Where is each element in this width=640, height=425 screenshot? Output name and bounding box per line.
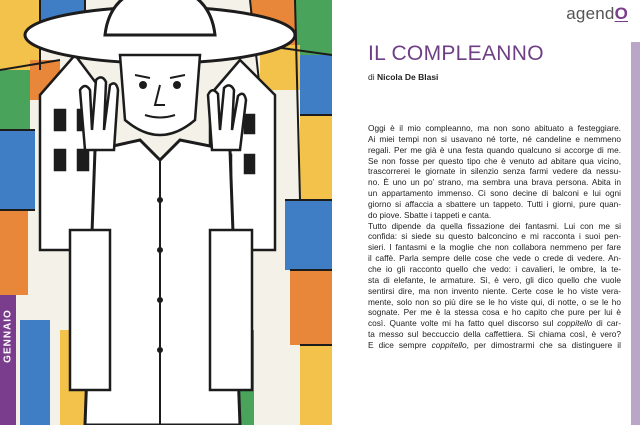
body-text-run: Se non fosse per questo tipo che è venuto ad abitare qua vicino, (368, 155, 621, 166)
body-text-run: sognate. Per me è la stessa cosa e ho capito che pure per lui è (368, 307, 621, 318)
magazine-logo (566, 4, 628, 24)
body-text-run: Oggi è il mio compleanno, ma non sono abituato a festeggiare. (368, 123, 621, 133)
article-title: IL COMPLEANNO (368, 42, 544, 65)
italic-term: coppitello (557, 318, 593, 329)
body-line (368, 210, 621, 221)
body-line (368, 340, 621, 351)
body-text-run: , per dimostrarmi che sa distinguere il (466, 339, 621, 350)
byline-prefix: di (368, 72, 375, 82)
logo-prefix: agend (566, 4, 615, 23)
italic-term: coppitello (431, 339, 467, 350)
body-text-run: un appartamento immenso. Ci sono decine di balconi e lui ogni (368, 188, 621, 199)
body-text-run: il caffè. Parla sempre delle cose che vede o crede di vedere. An- (368, 253, 621, 264)
section-label: GENNAIO (2, 309, 14, 363)
body-line (368, 156, 621, 167)
body-line (368, 307, 621, 318)
body-line (368, 286, 621, 297)
body-text-run: che io gli racconto quello che vedo: i cavalieri, le ombre, la te- (368, 263, 621, 274)
body-text-run: Tutto dipende da quella fissazione dei fantasmi. Lui con me si (368, 220, 621, 231)
body-text-run: trascorrerei le giornate in silenzio senza farmi vedere da nessu- (368, 166, 621, 177)
article-body (368, 123, 621, 351)
body-text-run: do piove. Sbatte i tappeti e canta. (368, 209, 492, 220)
body-text-run: mente, solo non so più dire se le ho viste qui, di notte, o se le ho (368, 296, 621, 307)
logo-suffix: O (614, 4, 628, 23)
body-line (368, 318, 621, 329)
body-text-run: sentirsi dire, ma non invento niente. Certe cose le ho viste vera- (368, 285, 621, 296)
body-line (368, 329, 621, 340)
body-line (368, 177, 621, 188)
body-line (368, 199, 621, 210)
body-text-run: Ai miei tempi non si usavano né torte, né candeline e nemmeno (368, 133, 621, 144)
body-line (368, 188, 621, 199)
body-line (368, 231, 621, 242)
body-text-run: giorno si affaccia a sbattere un tappeto. Tutti i giorni, pure quan- (368, 198, 621, 209)
body-line (368, 275, 621, 286)
body-text-run: no. È uno un po’ strano, ma sembra una brava persona. Abita in (368, 177, 621, 188)
body-line (368, 297, 621, 308)
body-text-run: di car- (592, 318, 621, 329)
body-text-run: sta di elefante, le armature. Sì, è vero, gli dico quello che vuole (368, 274, 621, 285)
body-text-run: E dice sempre (368, 339, 432, 350)
page-edge-strip (631, 42, 640, 425)
body-text-run: così. Quante volte mi ha fatto quel discorso sul (368, 318, 558, 329)
body-line (368, 134, 621, 145)
byline (368, 72, 438, 82)
body-line (368, 123, 621, 134)
body-text-run: regali. Per me già è una festa quando qualcuno si accorge di me. (368, 144, 621, 155)
body-text-run: ta messo sul beccuccio della caffettiera. Si chiama così, è vero? (368, 329, 621, 340)
body-text-run: confida: si siede su questo balconcino e mi racconta i suoi pen- (368, 231, 621, 242)
body-line (368, 145, 621, 156)
author-name: Nicola De Blasi (377, 72, 439, 82)
body-line (368, 253, 621, 264)
body-line (368, 221, 621, 232)
body-line (368, 166, 621, 177)
body-line (368, 242, 621, 253)
body-line (368, 264, 621, 275)
body-text-run: sieri. I fantasmi e la moglie che non collabora nemmeno per fare (368, 242, 621, 253)
